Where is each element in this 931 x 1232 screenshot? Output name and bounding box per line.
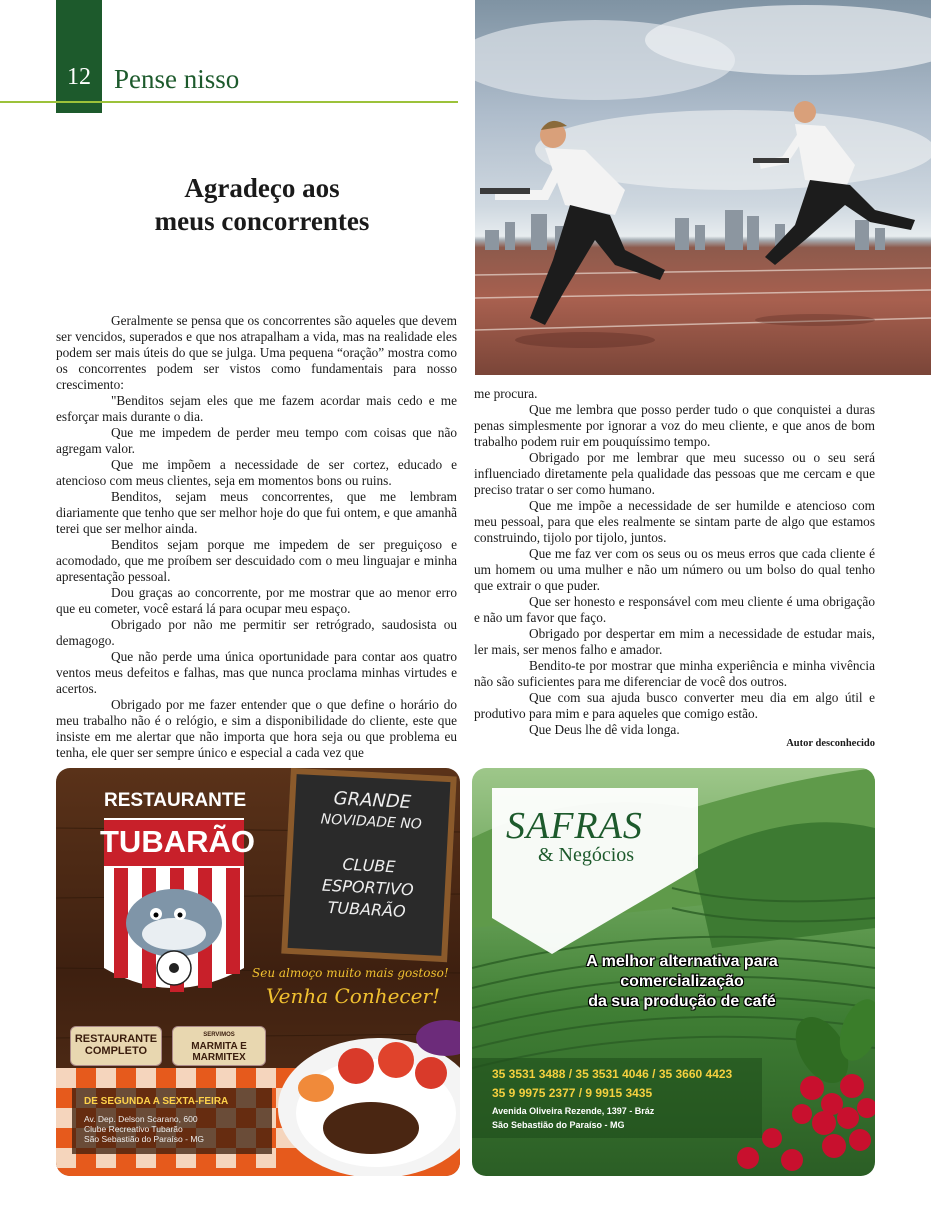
address-line: Clube Recreativo Tubarão — [84, 1124, 183, 1134]
paragraph: Que me impõe a necessidade de ser humilde e atencioso com meu pessoal, para que eles realmente se sintam parte de algo que estamos construindo, tijolo por tijolo, juntos. — [474, 498, 875, 545]
ad-call-to-action: Venha Conhecer! — [266, 984, 441, 1008]
ad-opening-days: DE SEGUNDA A SEXTA-FEIRA — [84, 1096, 229, 1107]
author-credit: Autor desconhecido — [786, 738, 875, 749]
ad-safras-negocios[interactable] — [472, 768, 875, 1176]
ad-brand-subtitle: & Negócios — [538, 844, 635, 866]
paragraph: Obrigado por me fazer entender que o que define o horário do meu trabalho não é o relógio, e sim a disponibilidade do cliente, este que insiste em me alertar que não importa que hora seja ou que problema eu tenha, ele quer ser sempre único e especial a cada vez que — [56, 697, 457, 760]
badge-text: RESTAURANTE — [74, 1033, 158, 1045]
ad-brand-title: SAFRAS — [506, 805, 643, 847]
ad-restaurant-label: RESTAURANTE — [104, 790, 247, 811]
chalkboard-text: TUBARÃO — [327, 897, 407, 921]
paragraph: Que me impõem a necessidade de ser cortez, educado e atencioso com meus clientes, seja em momentos bons ou ruins. — [56, 457, 457, 488]
paragraph: Geralmente se pensa que os concorrentes são aqueles que devem ser vencidos, superados e que nos atrapalham a vida, mas na realidade eles podem ser mais úteis do que se julga. Uma pequena “oração” mostra como os concorrentes podem ser vistos como fundamentais para nosso crescimento: — [56, 313, 457, 392]
section-title: Pense nisso — [114, 64, 240, 94]
paragraph: Obrigado por despertar em mim a necessidade de estudar mais, ler mais, ser menos falho e amador. — [474, 626, 875, 657]
ad-slogan: Seu almoço muito mais gostoso! — [252, 966, 449, 980]
ad-address: Avenida Oliveira Rezende, 1397 - Bráz — [492, 1106, 655, 1116]
ad-restaurant-name: TUBARÃO — [100, 824, 255, 859]
paragraph: Que me impedem de perder meu tempo com coisas que não agregam valor. — [56, 425, 457, 456]
paragraph: Que ser honesto e responsável com meu cliente é uma obrigação e não um favor que faço. — [474, 594, 875, 625]
chalkboard-text: ESPORTIVO — [321, 875, 415, 900]
paragraph: Benditos sejam porque me impedem de ser preguiçoso e acomodado, que me proíbem ser descuidado com o meu linguajar e minha apresentação pessoal. — [56, 537, 457, 584]
paragraph: Que Deus lhe dê vida longa. — [529, 722, 680, 737]
address-line: Av. Dep. Delson Scarano, 600 — [84, 1114, 198, 1124]
address-line: São Sebastião do Paraíso - MG — [84, 1134, 205, 1144]
paragraph: Que com sua ajuda busco converter meu dia em algo útil e produtivo para mim e para aqueles que comigo estão. — [474, 690, 875, 721]
paragraph: Que não perde uma única oportunidade para contar aos quatro ventos meus defeitos e falhas, mas que nunca proclama minhas virtudes e acertos. — [56, 649, 457, 696]
article-column-2 — [474, 386, 875, 738]
article-title — [56, 172, 468, 238]
paragraph: "Benditos sejam eles que me fazem acordar mais cedo e me esforçar mais durante o dia. — [56, 393, 457, 424]
article-column-1 — [56, 313, 457, 761]
paragraph: Dou graças ao concorrente, por me mostrar que ao menor erro que eu cometer, você estará lá para ocupar meu espaço. — [56, 585, 457, 616]
paragraph: Bendito-te por mostrar que minha experiência e minha vivência não são suficientes para me diferenciar de você dos outros. — [474, 658, 875, 689]
badge-text: COMPLETO — [84, 1045, 148, 1057]
chalkboard-text: GRANDE — [333, 788, 412, 814]
badge-text: MARMITEX — [192, 1052, 246, 1063]
paragraph: Que me lembra que posso perder tudo o que conquistei a duras penas simplesmente por ignorar a voz do meu cliente, e que anos de bom trabalho podem ruir em pouquíssimo tempo. — [474, 402, 875, 449]
chalkboard-text: NOVIDADE NO — [320, 811, 423, 833]
article-title-line: meus concorrentes — [154, 206, 370, 236]
chalkboard — [281, 768, 457, 962]
badge-text: SERVIMOS — [203, 1032, 235, 1038]
tagline-line: comercialização — [620, 973, 744, 990]
header-rule — [0, 101, 458, 103]
article-title-line: Agradeço aos — [184, 173, 340, 203]
chalkboard-text: CLUBE — [342, 854, 396, 877]
ad-address — [84, 1114, 204, 1144]
badge-marmita — [172, 1026, 266, 1066]
paragraph: Benditos, sejam meus concorrentes, que me lembram diariamente que tenho que ser melhor hoje do que fui ontem, e que amanhã terei que ser melhor ainda. — [56, 489, 457, 536]
paragraph: Obrigado por me lembrar que meu sucesso ou o seu será influenciado diretamente pela qualidade das pessoas que me cercam e que preciso tratar o ser como humano. — [474, 450, 875, 497]
ad-tagline — [532, 952, 832, 1012]
tagline-line: A melhor alternativa para — [586, 953, 778, 970]
ad-restaurante-tubarao[interactable] — [56, 768, 460, 1176]
badge-restaurante-completo — [70, 1026, 162, 1066]
ad-phone: 35 3531 3488 / 35 3531 4046 / 35 3660 4423 — [492, 1067, 733, 1081]
ad-phone: 35 9 9975 2377 / 9 9915 3435 — [492, 1086, 653, 1100]
paragraph: Obrigado por não me permitir ser retrógrado, saudosista ou demagogo. — [56, 617, 457, 648]
page-number-tab — [56, 0, 102, 113]
badge-text: MARMITA E — [191, 1041, 247, 1052]
hero-photo-businessmen-racing — [475, 0, 931, 375]
page-number: 12 — [67, 64, 91, 90]
paragraph-continuation: me procura. — [474, 386, 538, 401]
tagline-line: da sua produção de café — [588, 993, 776, 1010]
ad-address: São Sebastião do Paraíso - MG — [492, 1120, 625, 1130]
paragraph: Que me faz ver com os seus ou os meus erros que cada cliente é um homem ou uma mulher e não um número ou um bolso do qual tenho que extrair o que puder. — [474, 546, 875, 593]
